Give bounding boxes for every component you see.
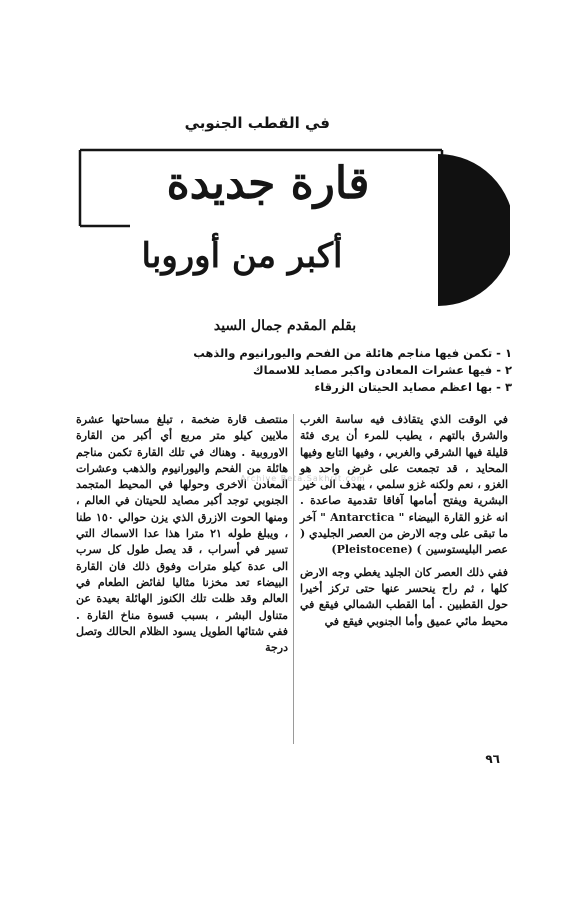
column-divider [293, 414, 294, 744]
highlight-point: ٢ - فيها عشرات المعادن واكبر مصايد للاسماك [253, 363, 512, 377]
body-column-right [300, 412, 508, 636]
title-banner [70, 146, 510, 306]
body-paragraph: في الوقت الذي يتقاذف فيه ساسة الغرب والشرق بالتهم ، يطيب للمرء أن يرى فئة قليلة فيها الشرقي والغربي ، وفيها التابع وفيها المحايد ، قد تجمعت على غرض واحد هو الغزو ، نعم ولكنه غزو سلمي ، يهدف الى خير البشرية ويفتح أمامها آفاقا تقدمية صاعدة . انه غزو القارة البيضاء " Antarctica " آخر ما تبقى على وجه الارض من العصر الجليدي ( عصر البليستوسين ) (Pleistocene) [300, 413, 508, 557]
author-byline: بقلم المقدم جمال السيد [213, 318, 357, 334]
highlight-point: ٣ - بها اعظم مصايد الحيتان الزرقاء [314, 380, 512, 394]
archive-watermark: Archive Beta.Sakhrit.com [240, 474, 366, 483]
article-subtitle: أكبر من أوروبا [141, 236, 343, 276]
section-kicker: في القطب الجنوبي [184, 114, 330, 132]
highlight-points [112, 345, 512, 396]
highlight-point: ١ - تكمن فيها مناجم هائلة من الفحم واليورانيوم والذهب [193, 346, 512, 360]
page-number: ٩٦ [485, 752, 500, 766]
black-half-disc [438, 154, 510, 306]
body-paragraph: ففي ذلك العصر كان الجليد يغطي وجه الارض كلها ، ثم راح ينحسر عنها حتى تركز أخيرا حول القطبين . أما القطب الشمالي فيقع في محيط مائي عميق وأما الجنوبي فيقع في [300, 565, 508, 628]
article-title: قارة جديدة [166, 158, 370, 209]
body-column-left [76, 412, 288, 662]
body-paragraph: منتصف قارة ضخمة ، تبلغ مساحتها عشرة ملايين كيلو متر مربع أي أكبر من القارة الاوروبية . وهناك في تلك القارة تكمن مناجم هائلة من الفحم واليورانيوم والذهب وعشرات المعادن الاخرى وحولها في المحيط المتجمد الجنوبي توجد أكبر مصايد للحيتان في العالم ، ومنها الحوت الازرق الذي يزن حوالي ١٥٠ طنا ، ويبلغ طوله ٢١ مترا هذا عدا الاسماك التي تسير في أسراب ، قد يصل طول كل سرب الى عدة كيلو مترات وفوق ذلك فان القارة البيضاء تعد مخزنا مثاليا لفائض الطعام في العالم وقد ظلت تلك الكنوز الهائلة بعيدة عن متناول البشر ، بسبب قسوة مناخ القارة . ففي شتائها الطويل يسود الظلام الحالك وتصل درجة [76, 413, 288, 655]
